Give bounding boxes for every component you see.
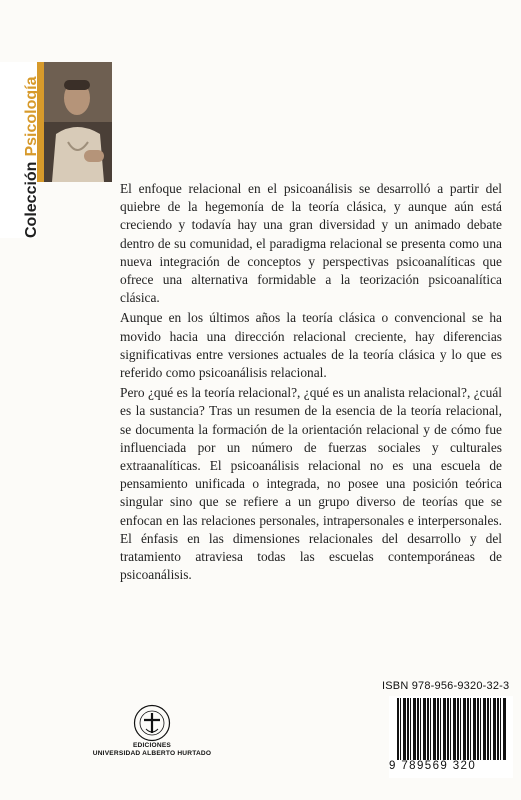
blurb-paragraph-2: Aunque en los últimos años la teoría clásica o convencional se ha movido hacia una dirección relacional creciente, hay diferencias significativas entre versiones actuales de la teoría clásica y lo que es referido como psicoanálisis relacional. <box>120 310 502 381</box>
series-title <box>23 77 41 239</box>
author-photo <box>44 62 112 182</box>
isbn-label: ISBN 978-956-9320-32-3 <box>382 680 510 692</box>
publisher-line-2: UNIVERSIDAD ALBERTO HURTADO <box>92 750 212 757</box>
barcode-number: 9 789569 320 <box>389 760 477 772</box>
blurb-paragraph-1: El enfoque relacional en el psicoanálisis se desarrolló a partir del quiebre de la hegemonía de la teoría clásica, y aunque aún está creciendo y todavía hay una gran diversidad y un animado debate dentro de su comunidad, el paradigma relacional se presenta como una nueva integración de conceptos y perspectivas psicoanalíticas que ofrece una alternativa formidable a la teorización psicoanalítica clásica. <box>120 181 502 306</box>
university-seal-icon <box>133 704 171 742</box>
barcode-bars <box>397 698 507 760</box>
series-word-psychology: Psicología <box>23 76 40 157</box>
publisher-line-1: EDICIONES <box>132 742 172 749</box>
barcode <box>389 696 513 778</box>
blurb-paragraph-3: Pero ¿qué es la teoría relacional?, ¿qué es un analista relacional?, ¿cuál es la sustancia? Tras un resumen de la esencia de la teoría relacional, se documenta la formación de la orientación relacional y de cómo fue influenciada por un número de fuerzas sociales y culturales extraanalíticas. El psicoanálisis relacional no es una escuela de pensamiento unificada o integrada, no posee una posición teórica singular sino que se refiere a un grupo diverso de teorías que se enfocan en las relaciones personales, intrapersonales e interpersonales. El énfasis en las dimensiones relacionales del desarrollo y del tratamiento atraviesa todas las escuelas contemporáneas de psicoanálisis. <box>120 385 502 583</box>
blurb <box>120 180 502 586</box>
series-word-collection: Colección <box>23 161 40 238</box>
publisher-name <box>91 742 213 758</box>
author-photo-image <box>44 62 112 182</box>
